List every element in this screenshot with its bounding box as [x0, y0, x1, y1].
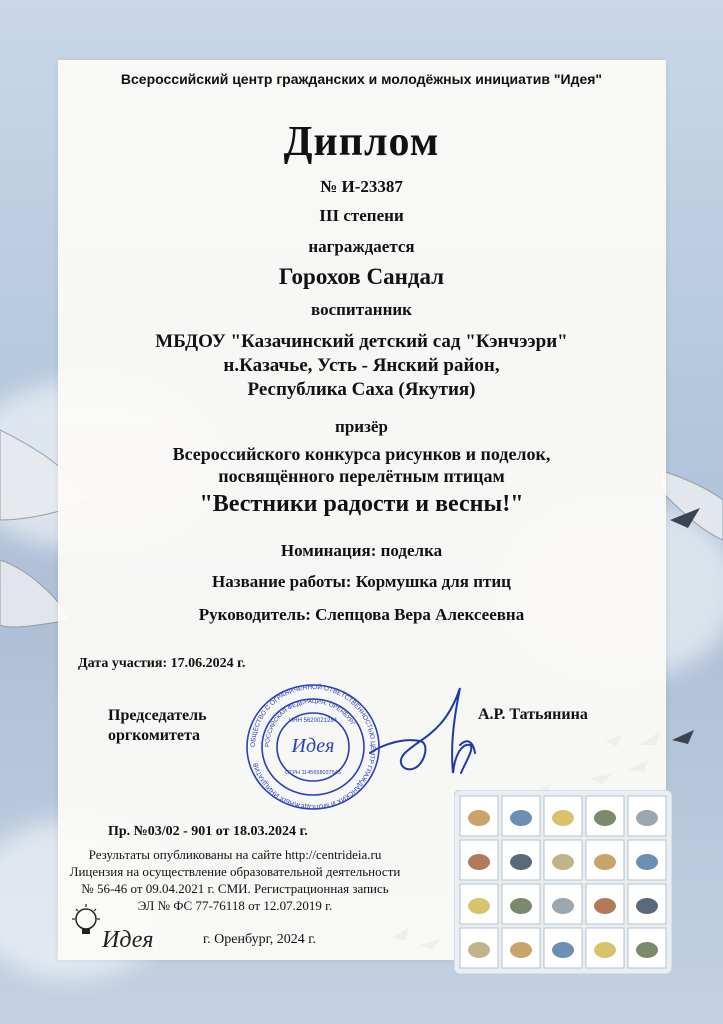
city-year: г. Оренбург, 2024 г.: [203, 932, 316, 947]
publication-line: Результаты опубликованы на сайте http://centrideia.ru: [88, 847, 382, 862]
institution: [0, 330, 723, 402]
bird-illustration: [594, 854, 616, 870]
bird-illustration: [468, 942, 490, 958]
institution-line: Республика Саха (Якутия): [247, 379, 476, 400]
institution-line: МБДОУ "Казачинский детский сад "Кэнчээри": [155, 331, 568, 352]
recipient-name: Горохов Сандал: [278, 264, 445, 289]
stamp-ring-text: ОБЩЕСТВО С ОГРАНИЧЕННОЙ ОТВЕТСТВЕННОСТЬЮ ЦЕНТР ГРАЖДАНСКИХ И МОЛОДЁЖНЫХ ИНИЦИАТИВ: [249, 683, 377, 811]
contest-name: "Вестники радости и весны!": [199, 491, 524, 517]
bird-illustration: [636, 810, 658, 826]
bird-illustration: [636, 854, 658, 870]
awarded-label: награждается: [308, 237, 415, 256]
participation-date: Дата участия: 17.06.2024 г.: [78, 656, 246, 671]
bird-illustration: [594, 810, 616, 826]
bird-illustration: [552, 942, 574, 958]
chair-line: Председатель: [108, 707, 207, 724]
bird-illustration: [552, 810, 574, 826]
stamp-inner-ring-text: РОССИЙСКАЯ ФЕДЕРАЦИЯ, ОРЕНБУРГ: [264, 698, 356, 748]
stamp-inn: ИНН 5620021284: [288, 718, 338, 724]
bird-illustration: [468, 810, 490, 826]
bird-illustration: [510, 854, 532, 870]
stamp-ogrn: ОГРН 1145658037545: [285, 770, 341, 776]
bird-illustration: [636, 942, 658, 958]
idea-logo: [68, 903, 163, 955]
signer-name: А.Р. Татьянина: [478, 706, 588, 723]
nomination: Номинация: поделка: [280, 541, 443, 560]
bird-cards-image: [454, 790, 672, 974]
organization-name: Всероссийский центр гражданских и молодёжных инициатив "Идея": [120, 71, 603, 87]
bird-illustration: [552, 898, 574, 914]
work-title: Название работы: Кормушка для птиц: [212, 572, 511, 591]
publication-line: Лицензия на осуществление образовательной деятельности: [69, 864, 401, 879]
publication-line: ЭЛ № ФС 77-76118 от 12.07.2019 г.: [137, 898, 333, 913]
contest-description: [0, 443, 723, 487]
diploma-number: № И-23387: [320, 177, 403, 196]
diploma-degree: III степени: [319, 206, 404, 225]
bird-illustration: [594, 898, 616, 914]
bird-illustration: [636, 898, 658, 914]
bird-illustration: [594, 942, 616, 958]
diploma-title: Диплом: [283, 119, 440, 165]
contest-line: Всероссийского конкурса рисунков и поделок,: [172, 444, 551, 464]
bird-illustration: [468, 898, 490, 914]
logo-text: Идея: [102, 927, 154, 953]
contest-line: посвящённого перелётным птицам: [218, 466, 505, 486]
publication-line: № 56-46 от 09.04.2021 г. СМИ. Регистрационная запись: [81, 881, 389, 896]
recipient-role: воспитанник: [311, 300, 412, 319]
bird-illustration: [510, 898, 532, 914]
stamp-center-text: Идея: [291, 735, 335, 757]
bird-illustration: [468, 854, 490, 870]
supervisor: Руководитель: Слепцова Вера Алексеевна: [198, 605, 525, 624]
signature: [365, 683, 480, 793]
chair-title: [108, 706, 207, 746]
bird-illustration: [510, 810, 532, 826]
institution-line: н.Казачье, Усть - Янский район,: [223, 355, 500, 376]
chair-line: оргкомитета: [108, 727, 200, 744]
bird-illustration: [552, 854, 574, 870]
order-reference: Пр. №03/02 - 901 от 18.03.2024 г.: [108, 824, 308, 839]
award-place: призёр: [335, 417, 388, 436]
bird-illustration: [510, 942, 532, 958]
